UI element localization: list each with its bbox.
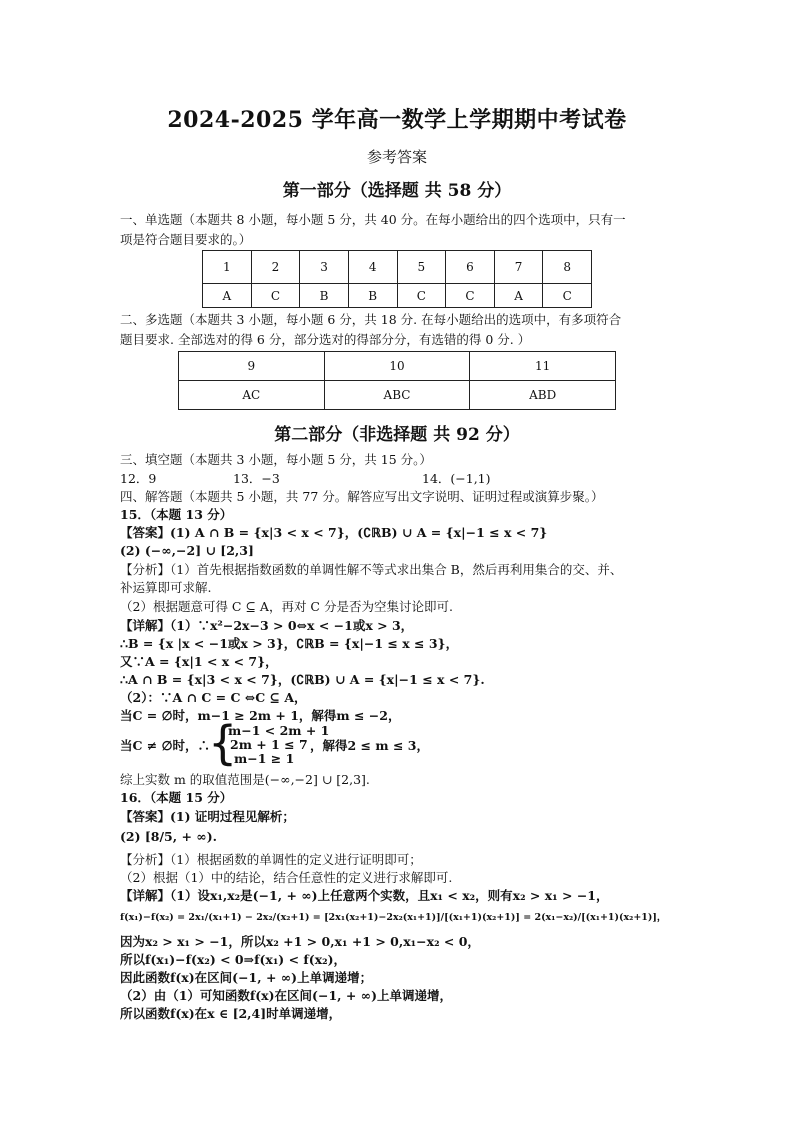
- q16-detail-line1: 【详解】（1）设x₁,x₂是(−1, + ∞)上任意两个实数，且x₁ < x₂，则有x₂ > x₁ > −1，: [120, 888, 609, 903]
- q16-detail-line3: 因为x₂ > x₁ > −1，所以x₂ +1 > 0,x₁ +1 > 0,x₁−x₂ < 0，: [120, 934, 480, 949]
- q15-detail-line2: ∴B = {x |x < −1或x > 3}，∁ℝB = {x|−1 ≤ x ≤ 3}，: [120, 636, 459, 651]
- q16-heading: 16．（本题 15 分）: [120, 790, 233, 805]
- q15-analysis-line1: 【分析】（1）首先根据指数函数的单调性解不等式求出集合 B，然后再利用集合的交、并、: [120, 562, 623, 577]
- fill-blank-desc: 三、填空题（本题共 3 小题，每小题 5 分，共 15 分。）: [120, 452, 432, 467]
- single-choice-desc-line1: 一、单选题（本题共 8 小题，每小题 5 分，共 40 分。在每小题给出的四个选项中，只有一: [120, 212, 626, 227]
- multi-choice-desc-line1: 二、多选题（本题共 3 小题，每小题 6 分，共 18 分. 在每小题给出的选项中，有多项符合: [120, 312, 622, 327]
- q-number-cell: 4: [348, 251, 397, 284]
- q16-detail-line6: （2）由（1）可知函数f(x)在区间(−1, + ∞)上单调递增，: [120, 988, 452, 1003]
- q15-analysis-line2: 补运算即可求解.: [120, 580, 212, 595]
- answer-cell: C: [446, 284, 495, 308]
- system-eq-3: m−1 ≥ 1: [234, 751, 295, 766]
- answer-cell: A: [203, 284, 252, 308]
- q16-analysis-line1: 【分析】（1）根据函数的单调性的定义进行证明即可；: [120, 852, 422, 867]
- system-eq-2: 2m + 1 ≤ 7: [230, 737, 308, 752]
- q15-inequality-system: [120, 716, 540, 770]
- q16-answer-line2: (2) [8/5, + ∞).: [120, 829, 217, 844]
- q16-detail-line2: f(x₁)−f(x₂) = 2x₁/(x₁+1) − 2x₂/(x₂+1) = [2x₁(x₂+1)−2x₂(x₁+1)]/[(x₁+1)(x₂+1)] = 2(x₁−x₂)/[(x₁+1)(x₂+1)]，: [120, 912, 667, 923]
- q15-detail-line4: ∴A ∩ B = {x|3 < x < 7}，(∁ℝB) ∪ A = {x|−1 ≤ x < 7}.: [120, 672, 485, 687]
- q-number-cell: 7: [494, 251, 543, 284]
- multi-choice-desc-line2: 题目要求. 全部选对的得 6 分，部分选对的得部分分，有选错的得 0 分. ）: [120, 332, 531, 347]
- part2-heading: 第二部分（非选择题 共 92 分）: [274, 425, 520, 445]
- q-number-cell: 10: [324, 352, 470, 381]
- answer-cell: B: [300, 284, 349, 308]
- q-number-cell: 2: [251, 251, 300, 284]
- question-number-row: [203, 251, 592, 284]
- single-choice-desc-line2: 项是符合题目要求的。）: [120, 232, 252, 247]
- answer-key-subtitle: 参考答案: [366, 148, 427, 166]
- q15-system-lead: 当C ≠ ∅时，∴: [120, 738, 211, 753]
- answer-14: 14．(−1,1): [422, 471, 491, 486]
- q15-system-result: ，解得2 ≤ m ≤ 3，: [310, 738, 429, 753]
- q15-detail-line1: 【详解】（1）∵x²−2x−3 > 0⇔x < −1或x > 3，: [120, 618, 414, 633]
- answer-cell: ABD: [470, 381, 616, 410]
- q15-analysis-line3: （2）根据题意可得 C ⊆ A，再对 C 分是否为空集讨论即可.: [120, 599, 453, 614]
- answer-cell: ABC: [324, 381, 470, 410]
- answer-13: 13．−3: [233, 471, 280, 486]
- single-choice-answer-table: [202, 250, 592, 308]
- q-number-cell: 6: [446, 251, 495, 284]
- q16-answer-line1: 【答案】(1) 证明过程见解析；: [120, 809, 295, 824]
- q15-heading: 15．（本题 13 分）: [120, 507, 233, 522]
- q16-detail-line7: 所以函数f(x)在x ∈ [2,4]时单调递增，: [120, 1006, 342, 1021]
- answer-12: 12．9: [120, 471, 157, 486]
- answer-cell: B: [348, 284, 397, 308]
- q15-conclusion: 综上实数 m 的取值范围是(−∞,−2] ∪ [2,3].: [120, 772, 370, 787]
- answer-row: [179, 381, 616, 410]
- q-number-cell: 9: [179, 352, 325, 381]
- q-number-cell: 3: [300, 251, 349, 284]
- q15-detail-line6: 当C = ∅时，m−1 ≥ 2m + 1，解得m ≤ −2，: [120, 708, 401, 723]
- q15-answer-line1: 【答案】(1) A ∩ B = {x|3 < x < 7}，(∁ℝB) ∪ A = {x|−1 ≤ x < 7}: [120, 525, 548, 540]
- solve-section-desc: 四、解答题（本题共 5 小题，共 77 分。解答应写出文字说明、证明过程或演算步聚。）: [120, 489, 604, 504]
- q15-detail-line5: （2）：∵A ∩ C = C ⇔C ⊆ A，: [120, 690, 307, 705]
- multi-choice-answer-table: [178, 351, 616, 410]
- q16-analysis-line2: （2）根据（1）中的结论，结合任意性的定义进行求解即可.: [120, 870, 453, 885]
- answer-cell: A: [494, 284, 543, 308]
- system-eq-1: m−1 < 2m + 1: [228, 723, 330, 738]
- q-number-cell: 1: [203, 251, 252, 284]
- answer-cell: C: [543, 284, 592, 308]
- answer-cell: C: [251, 284, 300, 308]
- q-number-cell: 5: [397, 251, 446, 284]
- part1-heading: 第一部分（选择题 共 58 分）: [282, 181, 512, 201]
- q-number-cell: 8: [543, 251, 592, 284]
- left-brace: {: [208, 716, 238, 770]
- q15-answer-line2: (2) (−∞,−2] ∪ [2,3]: [120, 543, 254, 558]
- q-number-cell: 11: [470, 352, 616, 381]
- answer-row: [203, 284, 592, 308]
- q15-detail-line3: 又∵A = {x|1 < x < 7}，: [120, 654, 278, 669]
- question-number-row: [179, 352, 616, 381]
- q16-detail-line5: 因此函数f(x)在区间(−1, + ∞)上单调递增；: [120, 970, 373, 985]
- q16-detail-line4: 所以f(x₁)−f(x₂) < 0⇒f(x₁) < f(x₂)，: [120, 952, 347, 967]
- exam-title: 2024-2025 学年高一数学上学期期中考试卷: [167, 107, 627, 133]
- answer-cell: C: [397, 284, 446, 308]
- answer-cell: AC: [179, 381, 325, 410]
